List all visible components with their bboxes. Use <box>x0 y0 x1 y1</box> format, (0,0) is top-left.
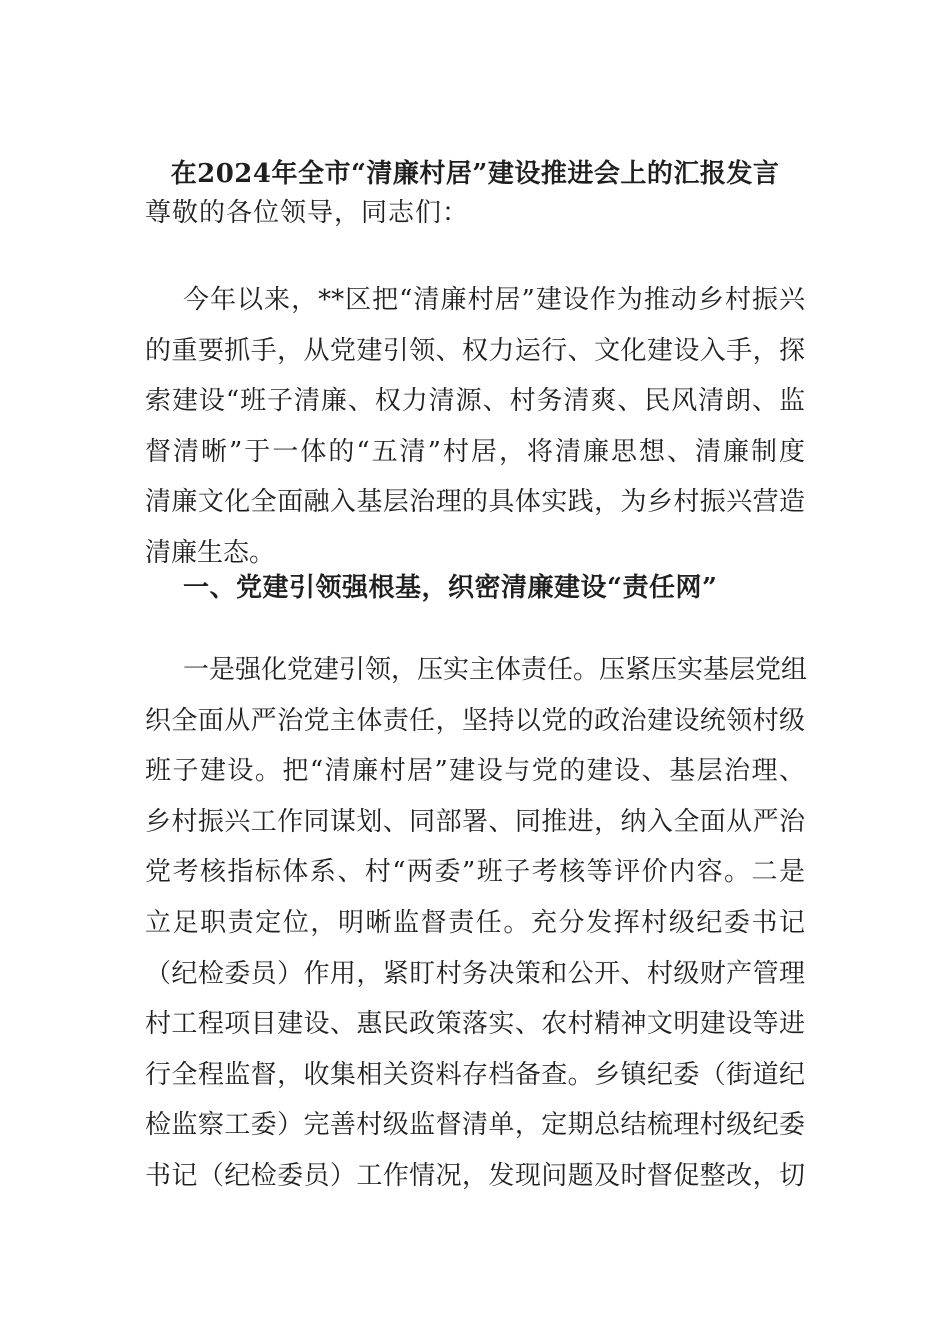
paragraph-line: 书记（纪检委员）工作情况，发现问题及时督促整改，切 <box>145 1160 805 1191</box>
greeting: 尊敬的各位领导，同志们： <box>145 198 470 228</box>
document-title: 在2024年全市“清廉村居”建设推进会上的汇报发言 <box>170 159 780 189</box>
section-heading: 一、党建引领强根基，织密清廉建设“责任网” <box>183 573 718 603</box>
paragraph-line: 索建设“班子清廉、权力清源、村务清爽、民风清朗、监 <box>145 386 805 417</box>
paragraph-line: 村工程项目建设、惠民政策落实、农村精神文明建设等进 <box>145 1009 805 1040</box>
paragraph-line: 立足职责定位，明晰监督责任。充分发挥村级纪委书记 <box>145 907 805 938</box>
paragraph-line: 清廉文化全面融入基层治理的具体实践，为乡村振兴营造 <box>145 487 805 518</box>
paragraph-line: 督清晰”于一体的“五清”村居，将清廉思想、清廉制度 <box>145 436 805 467</box>
paragraph-line: 的重要抓手，从党建引领、权力运行、文化建设入手，探 <box>145 335 805 366</box>
paragraph-line: （纪检委员）作用，紧盯村务决策和公开、村级财产管理 <box>145 958 805 989</box>
section-one-paragraph <box>145 645 808 1202</box>
paragraph-line: 检监察工委）完善村级监督清单，定期总结梳理村级纪委 <box>145 1110 805 1141</box>
paragraph-line: 乡村振兴工作同谋划、同部署、同推进，纳入全面从严治 <box>145 806 805 837</box>
paragraph-line: 班子建设。把“清廉村居”建设与党的建设、基层治理、 <box>145 756 805 787</box>
intro-paragraph <box>145 275 805 579</box>
paragraph-line: 党考核指标体系、村“两委”班子考核等评价内容。二是 <box>145 857 805 888</box>
paragraph-line: 一是强化党建引领，压实主体责任。压紧压实基层党组 <box>183 655 808 685</box>
paragraph-line: 织全面从严治党主体责任，坚持以党的政治建设统领村级 <box>145 705 805 736</box>
paragraph-line: 行全程监督，收集相关资料存档备查。乡镇纪委（街道纪 <box>145 1059 805 1090</box>
paragraph-line: 今年以来，**区把“清廉村居”建设作为推动乡村振兴 <box>183 285 805 315</box>
paragraph-line: 清廉生态。 <box>145 537 276 568</box>
